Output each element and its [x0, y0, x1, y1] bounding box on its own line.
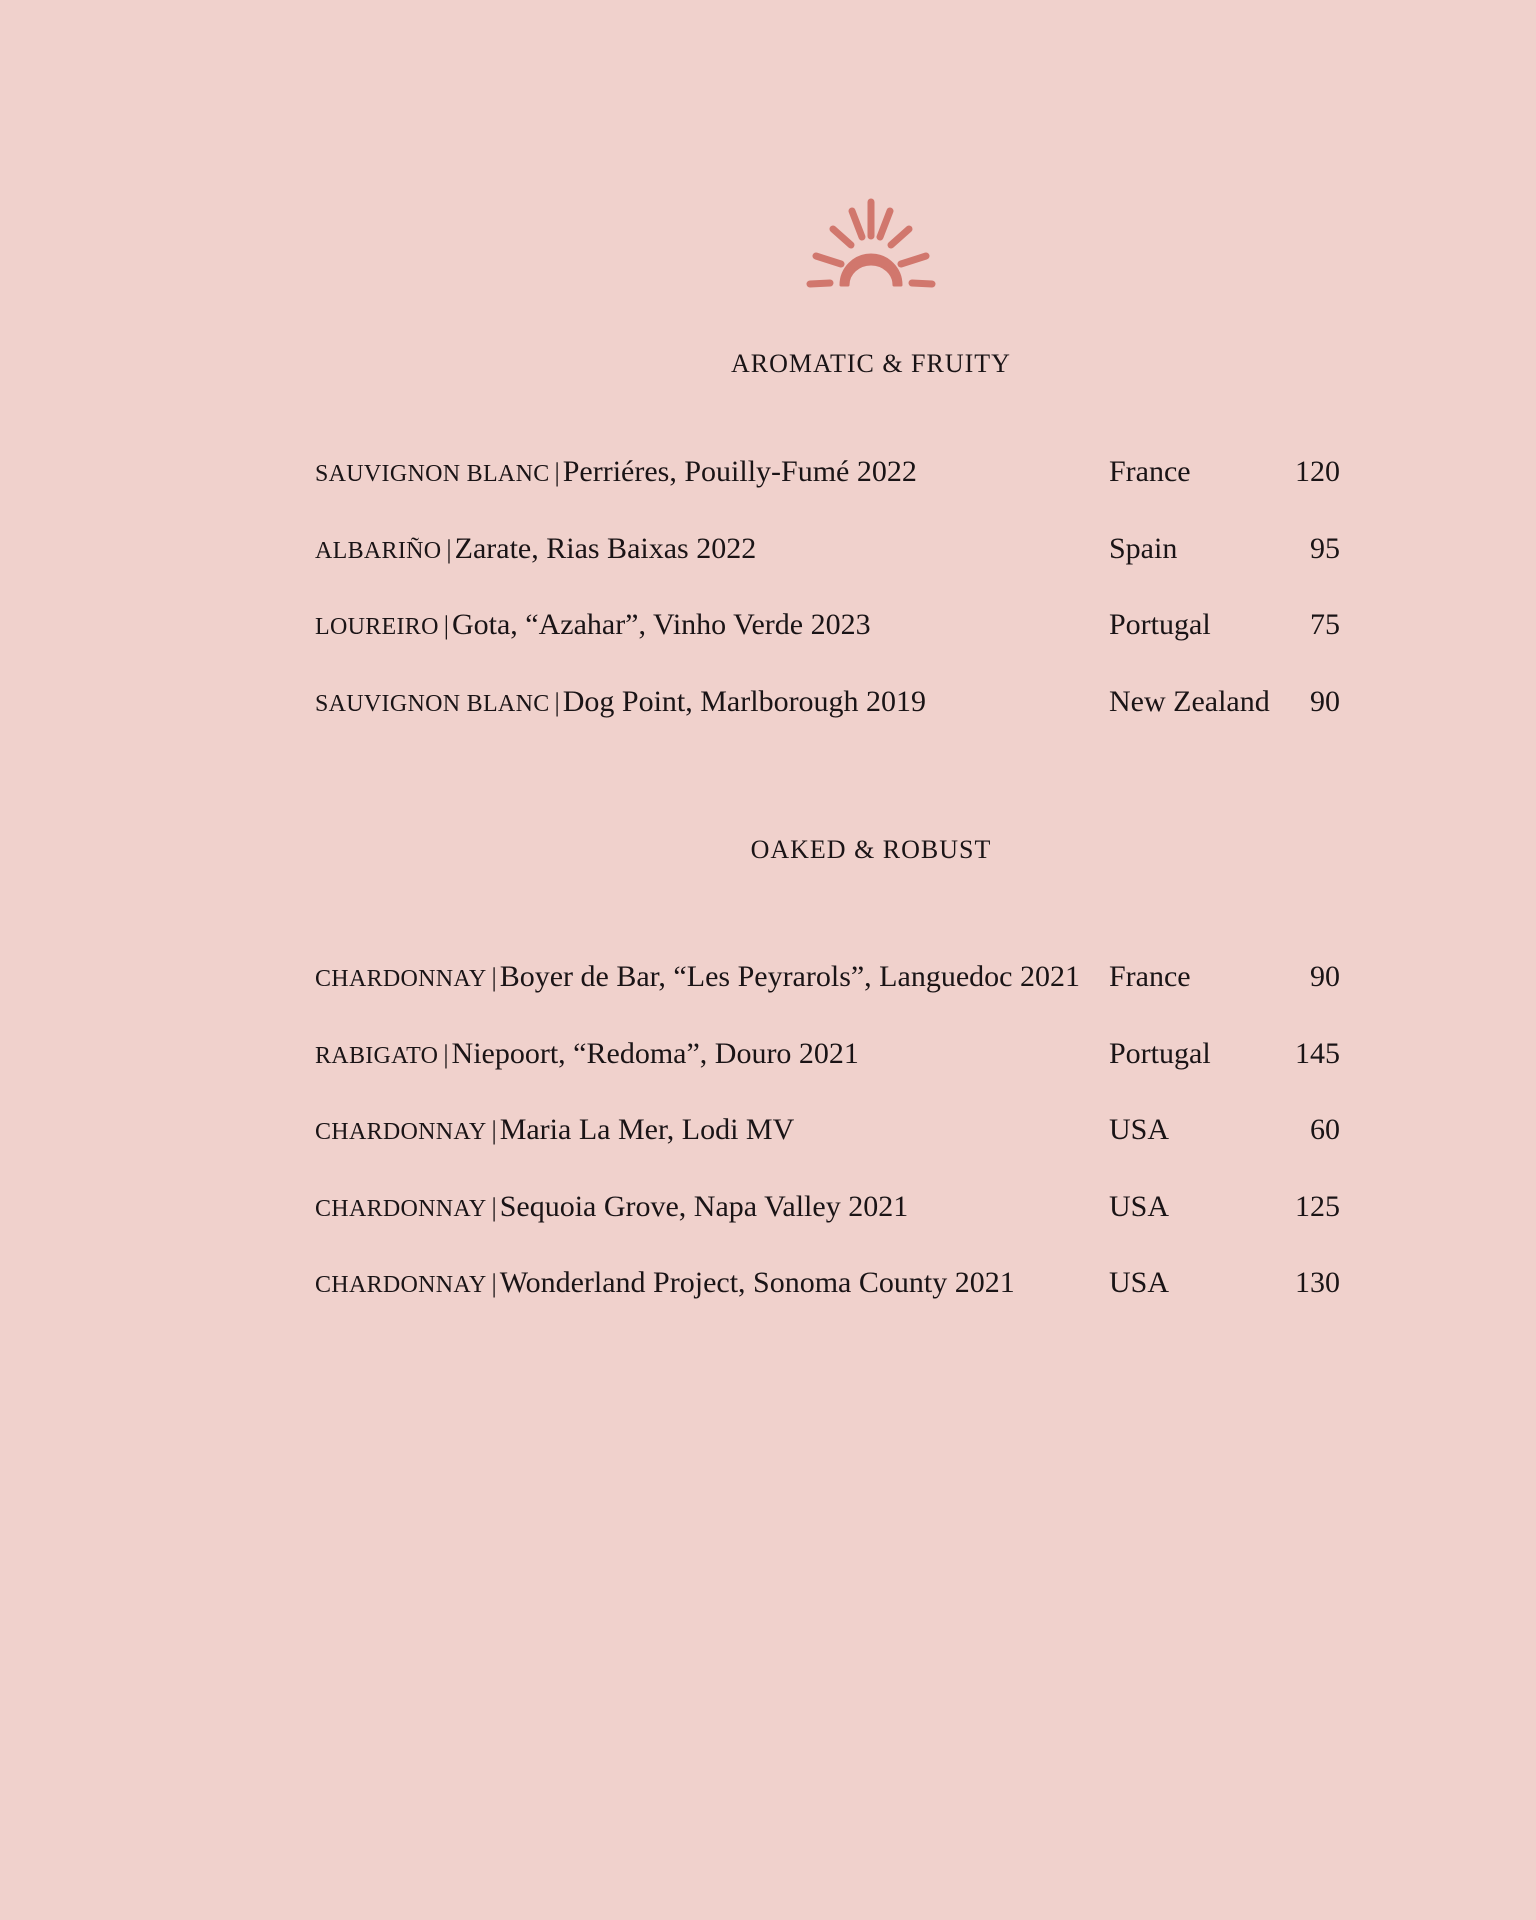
grape-variety: CHARDONNAY	[315, 1119, 487, 1146]
separator: |	[491, 1116, 497, 1146]
wine-name: Wonderland Project, Sonoma County 2021	[499, 1266, 1015, 1300]
grape-variety: CHARDONNAY	[315, 1272, 487, 1299]
separator: |	[443, 611, 449, 641]
separator: |	[446, 534, 452, 564]
wine-price: 145	[1295, 1036, 1340, 1070]
list-item	[315, 1245, 1340, 1322]
wine-name: Boyer de Bar, “Les Peyrarols”, Languedoc 2021	[499, 960, 1080, 994]
separator: |	[491, 1269, 497, 1299]
separator: |	[554, 687, 560, 717]
wine-description	[315, 1266, 1109, 1300]
separator: |	[491, 963, 497, 993]
wine-description	[315, 1113, 1109, 1147]
wine-description	[315, 532, 1109, 566]
list-item	[315, 1169, 1340, 1246]
wine-name: Gota, “Azahar”, Vinho Verde 2023	[451, 608, 871, 642]
list-item	[315, 1016, 1340, 1093]
separator: |	[491, 1192, 497, 1222]
wine-price: 95	[1310, 531, 1340, 565]
wine-price: 120	[1295, 455, 1340, 489]
wine-country: Spain	[1109, 531, 1178, 565]
list-item	[315, 1092, 1340, 1169]
wine-list-oaked-robust	[315, 939, 1340, 1322]
grape-variety: SAUVIGNON BLANC	[315, 461, 550, 488]
list-item	[315, 511, 1340, 588]
section-title-aromatic-fruity: AROMATIC & FRUITY	[731, 349, 1011, 378]
wine-price: 75	[1310, 608, 1340, 642]
wine-price: 90	[1310, 684, 1340, 718]
wine-description	[315, 455, 1109, 489]
wine-country: USA	[1109, 1113, 1170, 1147]
grape-variety: ALBARIÑO	[315, 537, 442, 564]
list-item	[315, 939, 1340, 1016]
separator: |	[443, 1039, 449, 1069]
wine-name: Dog Point, Marlborough 2019	[562, 684, 927, 718]
section-title-oaked-robust: OAKED & ROBUST	[750, 835, 992, 864]
wine-country: New Zealand	[1109, 684, 1270, 718]
grape-variety: CHARDONNAY	[315, 966, 487, 993]
list-item	[315, 664, 1340, 741]
wine-country: Portugal	[1109, 1036, 1211, 1070]
wine-name: Perriéres, Pouilly-Fumé 2022	[562, 455, 917, 489]
wine-price: 125	[1295, 1189, 1340, 1223]
wine-description	[315, 685, 1109, 719]
wine-description	[315, 960, 1109, 994]
wine-country: USA	[1109, 1189, 1170, 1223]
wine-name: Maria La Mer, Lodi MV	[499, 1113, 795, 1147]
wine-price: 130	[1295, 1266, 1340, 1300]
grape-variety: LOUREIRO	[315, 614, 439, 641]
wine-country: Portugal	[1109, 608, 1211, 642]
sun-rising-icon	[788, 192, 954, 292]
wine-name: Sequoia Grove, Napa Valley 2021	[499, 1189, 909, 1223]
wine-description	[315, 608, 1109, 642]
wine-country: France	[1109, 455, 1191, 489]
grape-variety: RABIGATO	[315, 1042, 439, 1069]
wine-list-aromatic-fruity	[315, 434, 1340, 740]
wine-name: Zarate, Rias Baixas 2022	[454, 531, 757, 565]
wine-description	[315, 1190, 1109, 1224]
wine-price: 60	[1310, 1113, 1340, 1147]
grape-variety: SAUVIGNON BLANC	[315, 690, 550, 717]
list-item	[315, 587, 1340, 664]
grape-variety: CHARDONNAY	[315, 1195, 487, 1222]
list-item	[315, 434, 1340, 511]
wine-price: 90	[1310, 960, 1340, 994]
wine-name: Niepoort, “Redoma”, Douro 2021	[451, 1036, 859, 1070]
wine-description	[315, 1037, 1109, 1071]
wine-country: France	[1109, 960, 1191, 994]
separator: |	[554, 458, 560, 488]
wine-country: USA	[1109, 1266, 1170, 1300]
